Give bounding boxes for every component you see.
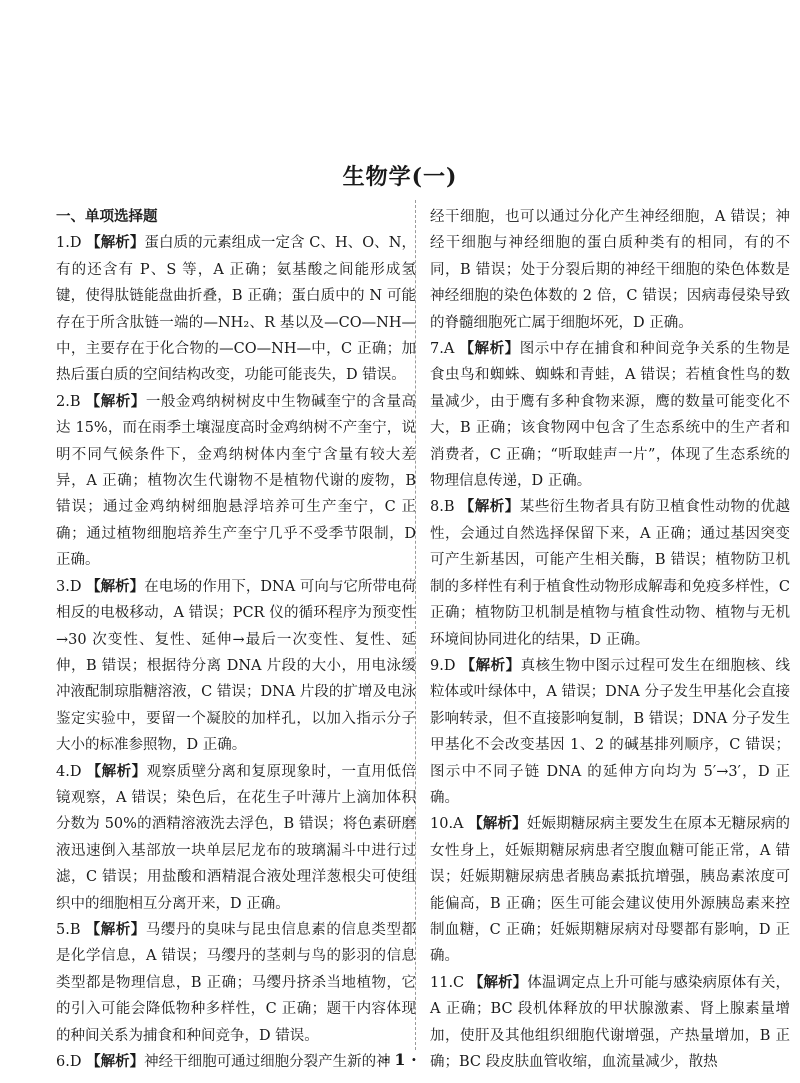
answer-item (56, 917, 416, 1049)
answer-number: 4.D (56, 763, 82, 780)
answer-item (56, 389, 416, 574)
answer-number: 2.B (56, 393, 81, 410)
section-heading: 一、单项选择题 (56, 208, 158, 225)
analysis-tag: 【解析】 (468, 973, 528, 991)
answer-text: 妊娠期糖尿病主要发生在原本无糖尿病的女性身上，妊娠期糖尿病患者空腹血糖可能正常，A 错误；妊娠期糖尿病患者胰岛素抵抗增强，胰岛素浓度可能偏高，B 正确；医生可能会建议使用外源胰岛素来控制血糖，C 正确；妊娠期糖尿病对母婴都有影响，D 正确。 (430, 816, 791, 965)
answer-text: 真核生物中图示过程可发生在细胞核、线粒体或叶绿体中，A 错误；DNA 分子发生甲基化会直接影响转录，但不直接影响复制，B 错误；DNA 分子发生甲基化不会改变基因 1、2 的碱基排列顺序，C 错误；图示中不同子链 DNA 的延伸方向均为 5′→3′，D 正确。 (430, 657, 791, 806)
analysis-tag: 【解析】 (459, 340, 520, 358)
analysis-tag: 【解析】 (459, 498, 520, 516)
answer-text: 马缨丹的臭味与昆虫信息素的信息类型都是化学信息，A 错误；马缨丹的茎刺与鸟的影羽的信息类型都是物理信息，B 正确；马缨丹挤杀当地植物，它的引入可能会降低物种多样性，C 正确；题干内容体现的种间关系为捕食和种间竞争，D 错误。 (56, 921, 417, 1044)
answer-text: 某些衍生物者具有防卫植食性动物的优越性，会通过自然选择保留下来，A 正确；通过基因突变可产生新基因，可能产生相关酶，B 错误；植物防卫机制的多样性有利于植食性动物形成解毒和免疫多样性，C 正确；植物防卫机制是植物与植食性动物、植物与无机环境间协同进化的结果，D 正确。 (430, 499, 791, 648)
analysis-tag: 【解析】 (86, 1053, 145, 1070)
analysis-tag: 【解析】 (85, 392, 146, 410)
analysis-tag: 【解析】 (85, 920, 146, 938)
answer-continuation: 经干细胞，也可以通过分化产生神经细胞，A 错误；神经干细胞与神经细胞的蛋白质种类有的相同，有的不同，B 错误；处于分裂后期的神经干细胞的染色体数是神经细胞的染色体数的 2 倍，C 错误；因病毒侵染导致的脊髓细胞死亡属于细胞坏死，D 正确。 (430, 209, 790, 331)
answer-item (56, 230, 416, 388)
answer-text: 蛋白质的元素组成一定含 C、H、O、N，有的还含有 P、S 等，A 正确；氨基酸之间能形成氢键，使得肽链能盘曲折叠，B 正确；蛋白质中的 N 可能存在于所含肽链一端的—NH₂、R 基以及—CO—NH—中，主要存在于化合物的—CO—NH—中，C 正确；加热后蛋白质的空间结构改变，功能可能丧失，D 错误。 (56, 235, 416, 384)
answer-item (430, 811, 790, 969)
answer-text: 图示中存在捕食和种间竞争关系的生物是食虫鸟和蜘蛛、蜘蛛和青蛙，A 错误；若植食性鸟的数量减少，由于鹰有多种食物来源，鹰的数量可能变化不大，B 正确；该食物网中包含了生态系统中的生产者和消费者，C 正确；“听取蛙声一片”，体现了生态系统的物理信息传递，D 正确。 (430, 341, 791, 490)
answer-text: 观察质壁分离和复原现象时，一直用低倍镜观察，A 错误；染色后，在花生子叶薄片上滴加体积分数为 50%的酒精溶液洗去浮色，B 错误；将色素研磨液迅速倒入基部放一块单层尼龙布的玻璃漏斗中进行过滤，C 错误；用盐酸和酒精混合液处理洋葱根尖可使组织中的细胞相互分离开来，D 正确。 (56, 763, 417, 912)
analysis-tag: 【解析】 (468, 815, 527, 833)
answer-number: 8.B (430, 499, 455, 516)
answer-number: 3.D (56, 578, 82, 595)
left-column (56, 204, 416, 1075)
answer-item (430, 653, 790, 811)
analysis-tag: 【解析】 (86, 234, 145, 252)
answer-item (56, 574, 416, 759)
answer-item (430, 336, 790, 494)
answer-number: 9.D (430, 657, 456, 674)
answer-number: 11.C (430, 974, 465, 991)
answer-number: 6.D (56, 1054, 82, 1070)
answer-number: 5.B (56, 921, 81, 938)
answer-text: 一般金鸡纳树树皮中生物碱奎宁的含量高达 15%，而在雨季土壤湿度高时金鸡纳树不产奎宁，说明不同气候条件下，金鸡纳树体内奎宁含量有较大差异，A 正确；植物次生代谢物不是植物代谢的废物，B 错误；通过金鸡纳树细胞悬浮培养可生产奎宁，C 正确；通过植物细胞培养生产奎宁几乎不受季节限制，D 正确。 (56, 393, 417, 569)
answer-number: 1.D (56, 235, 82, 252)
answer-text: 体温调定点上升可能与感染病原体有关，A 正确；BC 段机体释放的甲状腺激素、肾上腺素量增加，使肝及其他组织细胞代谢增强，产热量增加，B 正确；BC 段皮肤血管收缩，血流量减少，散热 (430, 974, 791, 1070)
answer-item (56, 759, 416, 917)
answer-text: 在电场的作用下，DNA 可向与它所带电荷相反的电极移动，A 错误；PCR 仪的循环程序为预变性→30 次变性、复性、延伸→最后一次变性、复性、延伸，B 错误；根据待分离 DNA 片段的大小，用电泳缓冲液配制琼脂糖溶液，C 错误；DNA 片段的扩增及电泳鉴定实验中，要留一个凝胶的加样孔，以加入指示分子大小的标准参照物，D 正确。 (56, 578, 417, 754)
analysis-tag: 【解析】 (86, 577, 145, 595)
analysis-tag: 【解析】 (460, 656, 521, 674)
page-title: 生物学(一) (342, 164, 458, 190)
answer-item (430, 494, 790, 652)
answer-number: 7.A (430, 341, 455, 358)
analysis-tag: 【解析】 (86, 762, 147, 780)
right-column (430, 204, 790, 1075)
answer-number: 10.A (430, 816, 464, 833)
page-number: · 1 · (383, 1050, 417, 1069)
answer-text: 神经干细胞可通过细胞分裂产生新的神 (144, 1054, 391, 1070)
